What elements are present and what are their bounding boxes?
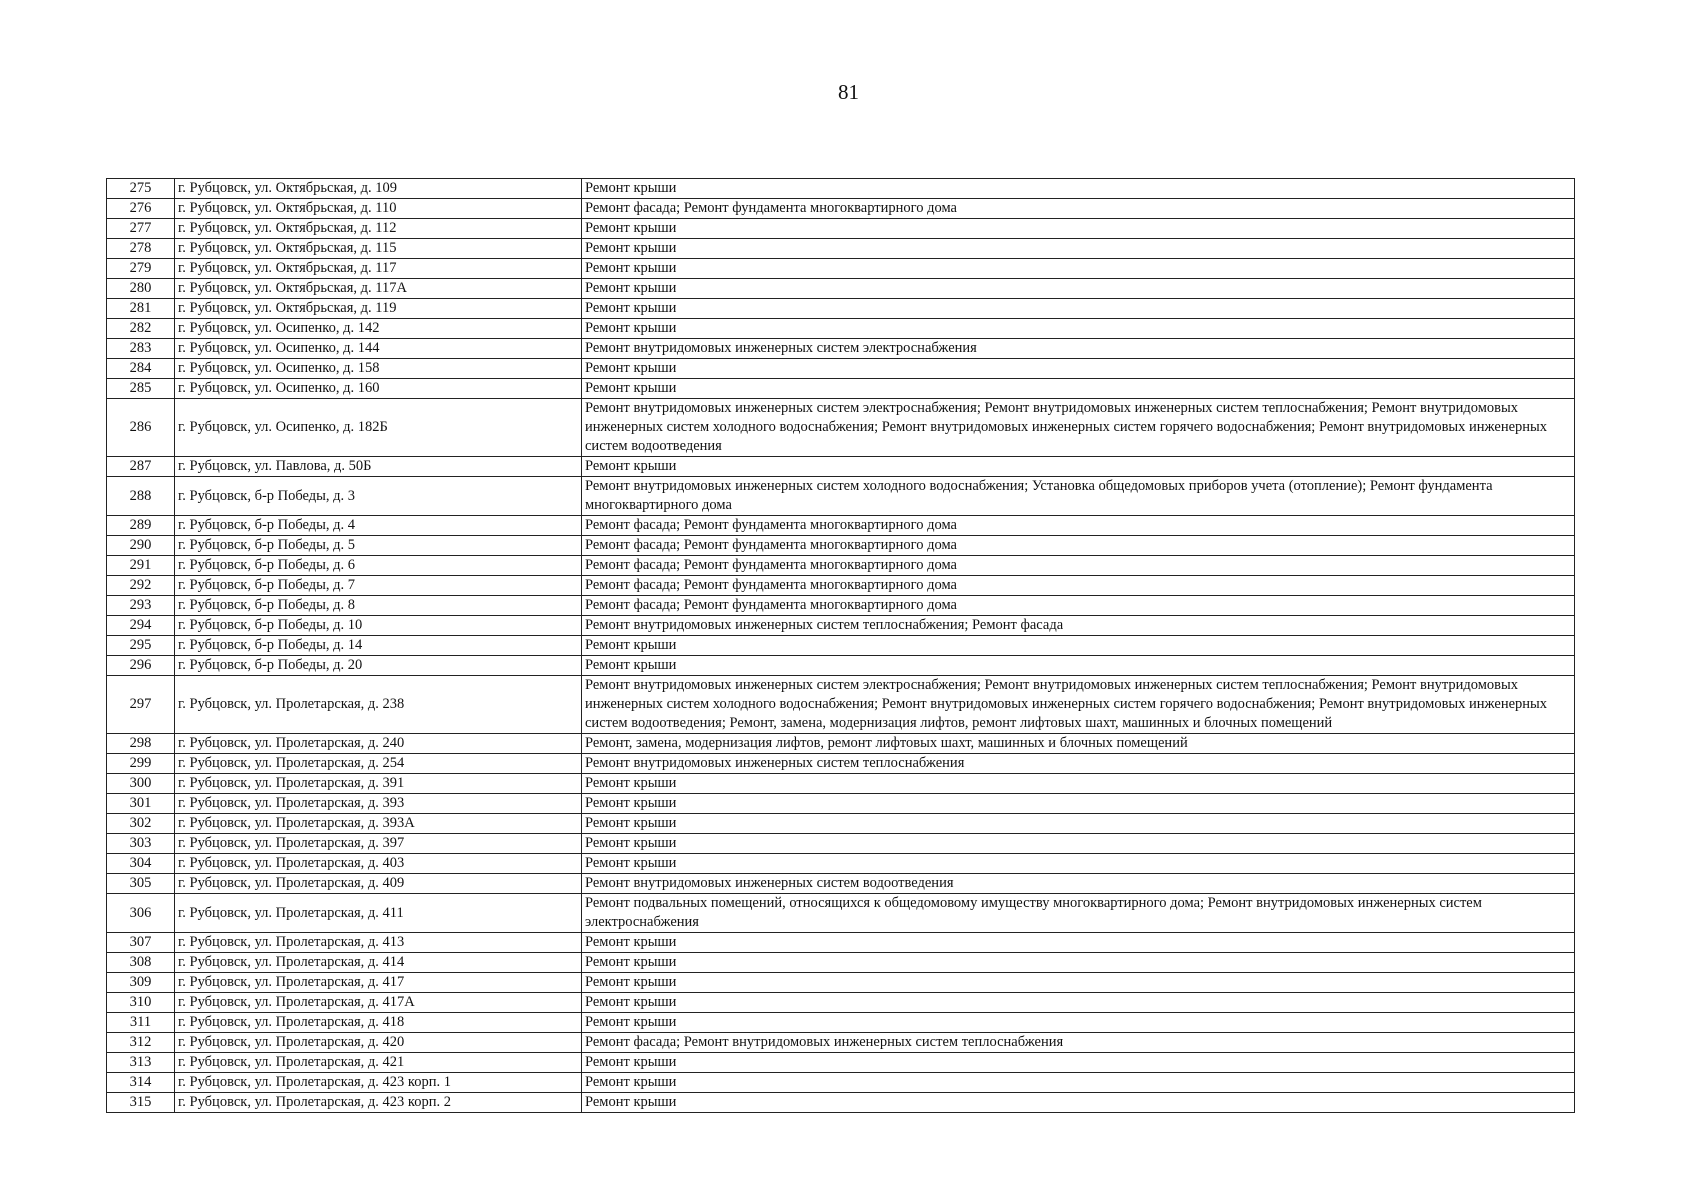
row-work: Ремонт крыши <box>582 656 1575 676</box>
row-work: Ремонт внутридомовых инженерных систем теплоснабжения; Ремонт фасада <box>582 616 1575 636</box>
row-work: Ремонт крыши <box>582 933 1575 953</box>
table-row <box>107 676 1575 734</box>
table-row <box>107 1053 1575 1073</box>
table-row <box>107 1013 1575 1033</box>
row-work: Ремонт крыши <box>582 854 1575 874</box>
row-address: г. Рубцовск, ул. Октябрьская, д. 117А <box>175 279 582 299</box>
row-work: Ремонт крыши <box>582 219 1575 239</box>
row-work: Ремонт крыши <box>582 1053 1575 1073</box>
row-number: 292 <box>107 576 175 596</box>
table-row <box>107 933 1575 953</box>
row-number: 290 <box>107 536 175 556</box>
row-work: Ремонт фасада; Ремонт фундамента многоквартирного дома <box>582 199 1575 219</box>
row-work: Ремонт подвальных помещений, относящихся к общедомовому имуществу многоквартирного дома; Ремонт внутридомовых инженерных систем электроснабжения <box>582 894 1575 933</box>
row-work: Ремонт крыши <box>582 814 1575 834</box>
row-work: Ремонт крыши <box>582 993 1575 1013</box>
row-address: г. Рубцовск, ул. Пролетарская, д. 413 <box>175 933 582 953</box>
row-address: г. Рубцовск, ул. Осипенко, д. 160 <box>175 379 582 399</box>
row-number: 275 <box>107 179 175 199</box>
row-address: г. Рубцовск, б-р Победы, д. 14 <box>175 636 582 656</box>
row-number: 301 <box>107 794 175 814</box>
table-row <box>107 259 1575 279</box>
table-row <box>107 457 1575 477</box>
row-work: Ремонт крыши <box>582 359 1575 379</box>
row-number: 277 <box>107 219 175 239</box>
repair-works-table <box>106 178 1575 1113</box>
row-number: 299 <box>107 754 175 774</box>
row-number: 311 <box>107 1013 175 1033</box>
table-row <box>107 1033 1575 1053</box>
row-number: 298 <box>107 734 175 754</box>
row-address: г. Рубцовск, ул. Октябрьская, д. 115 <box>175 239 582 259</box>
row-number: 308 <box>107 953 175 973</box>
table-row <box>107 596 1575 616</box>
row-number: 302 <box>107 814 175 834</box>
row-address: г. Рубцовск, ул. Пролетарская, д. 420 <box>175 1033 582 1053</box>
row-work: Ремонт крыши <box>582 1013 1575 1033</box>
row-work: Ремонт крыши <box>582 457 1575 477</box>
row-work: Ремонт внутридомовых инженерных систем электроснабжения <box>582 339 1575 359</box>
row-work: Ремонт внутридомовых инженерных систем холодного водоснабжения; Установка общедомовых приборов учета (отопление); Ремонт фундамента многоквартирного дома <box>582 477 1575 516</box>
table-row <box>107 219 1575 239</box>
row-address: г. Рубцовск, ул. Октябрьская, д. 110 <box>175 199 582 219</box>
table-row <box>107 814 1575 834</box>
row-address: г. Рубцовск, ул. Павлова, д. 50Б <box>175 457 582 477</box>
row-address: г. Рубцовск, ул. Осипенко, д. 182Б <box>175 399 582 457</box>
row-address: г. Рубцовск, ул. Октябрьская, д. 109 <box>175 179 582 199</box>
row-work: Ремонт крыши <box>582 239 1575 259</box>
row-number: 283 <box>107 339 175 359</box>
table-row <box>107 536 1575 556</box>
row-address: г. Рубцовск, ул. Пролетарская, д. 403 <box>175 854 582 874</box>
row-address: г. Рубцовск, ул. Пролетарская, д. 423 корп. 1 <box>175 1073 582 1093</box>
row-number: 309 <box>107 973 175 993</box>
row-work: Ремонт крыши <box>582 774 1575 794</box>
row-address: г. Рубцовск, ул. Осипенко, д. 142 <box>175 319 582 339</box>
table-row <box>107 1093 1575 1113</box>
row-address: г. Рубцовск, ул. Пролетарская, д. 393А <box>175 814 582 834</box>
table-row <box>107 239 1575 259</box>
table-row <box>107 359 1575 379</box>
row-number: 280 <box>107 279 175 299</box>
row-work: Ремонт фасада; Ремонт фундамента многоквартирного дома <box>582 536 1575 556</box>
row-work: Ремонт внутридомовых инженерных систем теплоснабжения <box>582 754 1575 774</box>
row-number: 276 <box>107 199 175 219</box>
table-row <box>107 656 1575 676</box>
row-number: 315 <box>107 1093 175 1113</box>
row-address: г. Рубцовск, ул. Пролетарская, д. 391 <box>175 774 582 794</box>
row-address: г. Рубцовск, б-р Победы, д. 7 <box>175 576 582 596</box>
row-address: г. Рубцовск, б-р Победы, д. 3 <box>175 477 582 516</box>
page-number: 81 <box>838 80 859 104</box>
row-address: г. Рубцовск, ул. Осипенко, д. 158 <box>175 359 582 379</box>
row-address: г. Рубцовск, ул. Октябрьская, д. 117 <box>175 259 582 279</box>
row-number: 304 <box>107 854 175 874</box>
row-number: 291 <box>107 556 175 576</box>
row-number: 288 <box>107 477 175 516</box>
row-number: 303 <box>107 834 175 854</box>
row-address: г. Рубцовск, ул. Пролетарская, д. 414 <box>175 953 582 973</box>
row-work: Ремонт крыши <box>582 1093 1575 1113</box>
row-number: 281 <box>107 299 175 319</box>
table-row <box>107 576 1575 596</box>
row-address: г. Рубцовск, б-р Победы, д. 6 <box>175 556 582 576</box>
row-work: Ремонт фасада; Ремонт внутридомовых инженерных систем теплоснабжения <box>582 1033 1575 1053</box>
row-number: 294 <box>107 616 175 636</box>
table-row <box>107 179 1575 199</box>
row-number: 284 <box>107 359 175 379</box>
table-body <box>107 179 1575 1113</box>
table-row <box>107 774 1575 794</box>
table-row <box>107 399 1575 457</box>
table-row <box>107 199 1575 219</box>
row-work: Ремонт фасада; Ремонт фундамента многоквартирного дома <box>582 576 1575 596</box>
row-number: 296 <box>107 656 175 676</box>
table-row <box>107 973 1575 993</box>
table-row <box>107 834 1575 854</box>
row-number: 279 <box>107 259 175 279</box>
row-work: Ремонт крыши <box>582 953 1575 973</box>
row-work: Ремонт крыши <box>582 379 1575 399</box>
row-number: 285 <box>107 379 175 399</box>
row-work: Ремонт крыши <box>582 973 1575 993</box>
row-address: г. Рубцовск, ул. Пролетарская, д. 254 <box>175 754 582 774</box>
row-address: г. Рубцовск, ул. Пролетарская, д. 417А <box>175 993 582 1013</box>
row-number: 312 <box>107 1033 175 1053</box>
row-number: 310 <box>107 993 175 1013</box>
table-row <box>107 477 1575 516</box>
row-work: Ремонт внутридомовых инженерных систем водоотведения <box>582 874 1575 894</box>
table-row <box>107 993 1575 1013</box>
row-number: 286 <box>107 399 175 457</box>
row-number: 278 <box>107 239 175 259</box>
table-row <box>107 874 1575 894</box>
row-number: 297 <box>107 676 175 734</box>
row-work: Ремонт крыши <box>582 794 1575 814</box>
row-number: 282 <box>107 319 175 339</box>
table-row <box>107 556 1575 576</box>
row-work: Ремонт фасада; Ремонт фундамента многоквартирного дома <box>582 516 1575 536</box>
table-row <box>107 319 1575 339</box>
row-number: 307 <box>107 933 175 953</box>
table-row <box>107 854 1575 874</box>
row-work: Ремонт крыши <box>582 299 1575 319</box>
row-address: г. Рубцовск, ул. Октябрьская, д. 112 <box>175 219 582 239</box>
row-address: г. Рубцовск, ул. Пролетарская, д. 417 <box>175 973 582 993</box>
row-address: г. Рубцовск, ул. Пролетарская, д. 409 <box>175 874 582 894</box>
row-work: Ремонт внутридомовых инженерных систем электроснабжения; Ремонт внутридомовых инженерных систем теплоснабжения; Ремонт внутридомовых инженерных систем холодного водоснабжения; Ремонт внутридомовых инженерных систем горячего водоснабжения; Ремонт внутридомовых инженерных систем водоотведения <box>582 399 1575 457</box>
table-row <box>107 754 1575 774</box>
row-number: 313 <box>107 1053 175 1073</box>
table-row <box>107 734 1575 754</box>
row-address: г. Рубцовск, ул. Пролетарская, д. 397 <box>175 834 582 854</box>
row-number: 306 <box>107 894 175 933</box>
row-address: г. Рубцовск, б-р Победы, д. 20 <box>175 656 582 676</box>
row-work: Ремонт крыши <box>582 259 1575 279</box>
row-address: г. Рубцовск, ул. Пролетарская, д. 393 <box>175 794 582 814</box>
row-address: г. Рубцовск, б-р Победы, д. 8 <box>175 596 582 616</box>
table-row <box>107 379 1575 399</box>
row-number: 300 <box>107 774 175 794</box>
table-row <box>107 516 1575 536</box>
row-address: г. Рубцовск, б-р Победы, д. 10 <box>175 616 582 636</box>
row-work: Ремонт, замена, модернизация лифтов, ремонт лифтовых шахт, машинных и блочных помещений <box>582 734 1575 754</box>
row-number: 295 <box>107 636 175 656</box>
row-work: Ремонт крыши <box>582 834 1575 854</box>
row-address: г. Рубцовск, ул. Пролетарская, д. 411 <box>175 894 582 933</box>
row-number: 305 <box>107 874 175 894</box>
table-row <box>107 636 1575 656</box>
table-row <box>107 1073 1575 1093</box>
row-address: г. Рубцовск, ул. Пролетарская, д. 418 <box>175 1013 582 1033</box>
row-work: Ремонт фасада; Ремонт фундамента многоквартирного дома <box>582 556 1575 576</box>
row-address: г. Рубцовск, ул. Пролетарская, д. 240 <box>175 734 582 754</box>
table-row <box>107 339 1575 359</box>
row-number: 287 <box>107 457 175 477</box>
row-number: 293 <box>107 596 175 616</box>
table-row <box>107 894 1575 933</box>
table-row <box>107 279 1575 299</box>
row-work: Ремонт крыши <box>582 179 1575 199</box>
table-row <box>107 616 1575 636</box>
row-work: Ремонт крыши <box>582 319 1575 339</box>
row-work: Ремонт крыши <box>582 636 1575 656</box>
row-work: Ремонт крыши <box>582 279 1575 299</box>
table-row <box>107 299 1575 319</box>
row-work: Ремонт крыши <box>582 1073 1575 1093</box>
row-address: г. Рубцовск, ул. Пролетарская, д. 423 корп. 2 <box>175 1093 582 1113</box>
table-row <box>107 794 1575 814</box>
row-address: г. Рубцовск, ул. Пролетарская, д. 238 <box>175 676 582 734</box>
row-address: г. Рубцовск, б-р Победы, д. 5 <box>175 536 582 556</box>
row-work: Ремонт фасада; Ремонт фундамента многоквартирного дома <box>582 596 1575 616</box>
row-address: г. Рубцовск, б-р Победы, д. 4 <box>175 516 582 536</box>
row-number: 289 <box>107 516 175 536</box>
row-number: 314 <box>107 1073 175 1093</box>
row-address: г. Рубцовск, ул. Пролетарская, д. 421 <box>175 1053 582 1073</box>
row-address: г. Рубцовск, ул. Осипенко, д. 144 <box>175 339 582 359</box>
row-address: г. Рубцовск, ул. Октябрьская, д. 119 <box>175 299 582 319</box>
table-row <box>107 953 1575 973</box>
row-work: Ремонт внутридомовых инженерных систем электроснабжения; Ремонт внутридомовых инженерных систем теплоснабжения; Ремонт внутридомовых инженерных систем холодного водоснабжения; Ремонт внутридомовых инженерных систем горячего водоснабжения; Ремонт внутридомовых инженерных систем водоотведения; Ремонт, замена, модернизация лифтов, ремонт лифтовых шахт, машинных и блочных помещений <box>582 676 1575 734</box>
